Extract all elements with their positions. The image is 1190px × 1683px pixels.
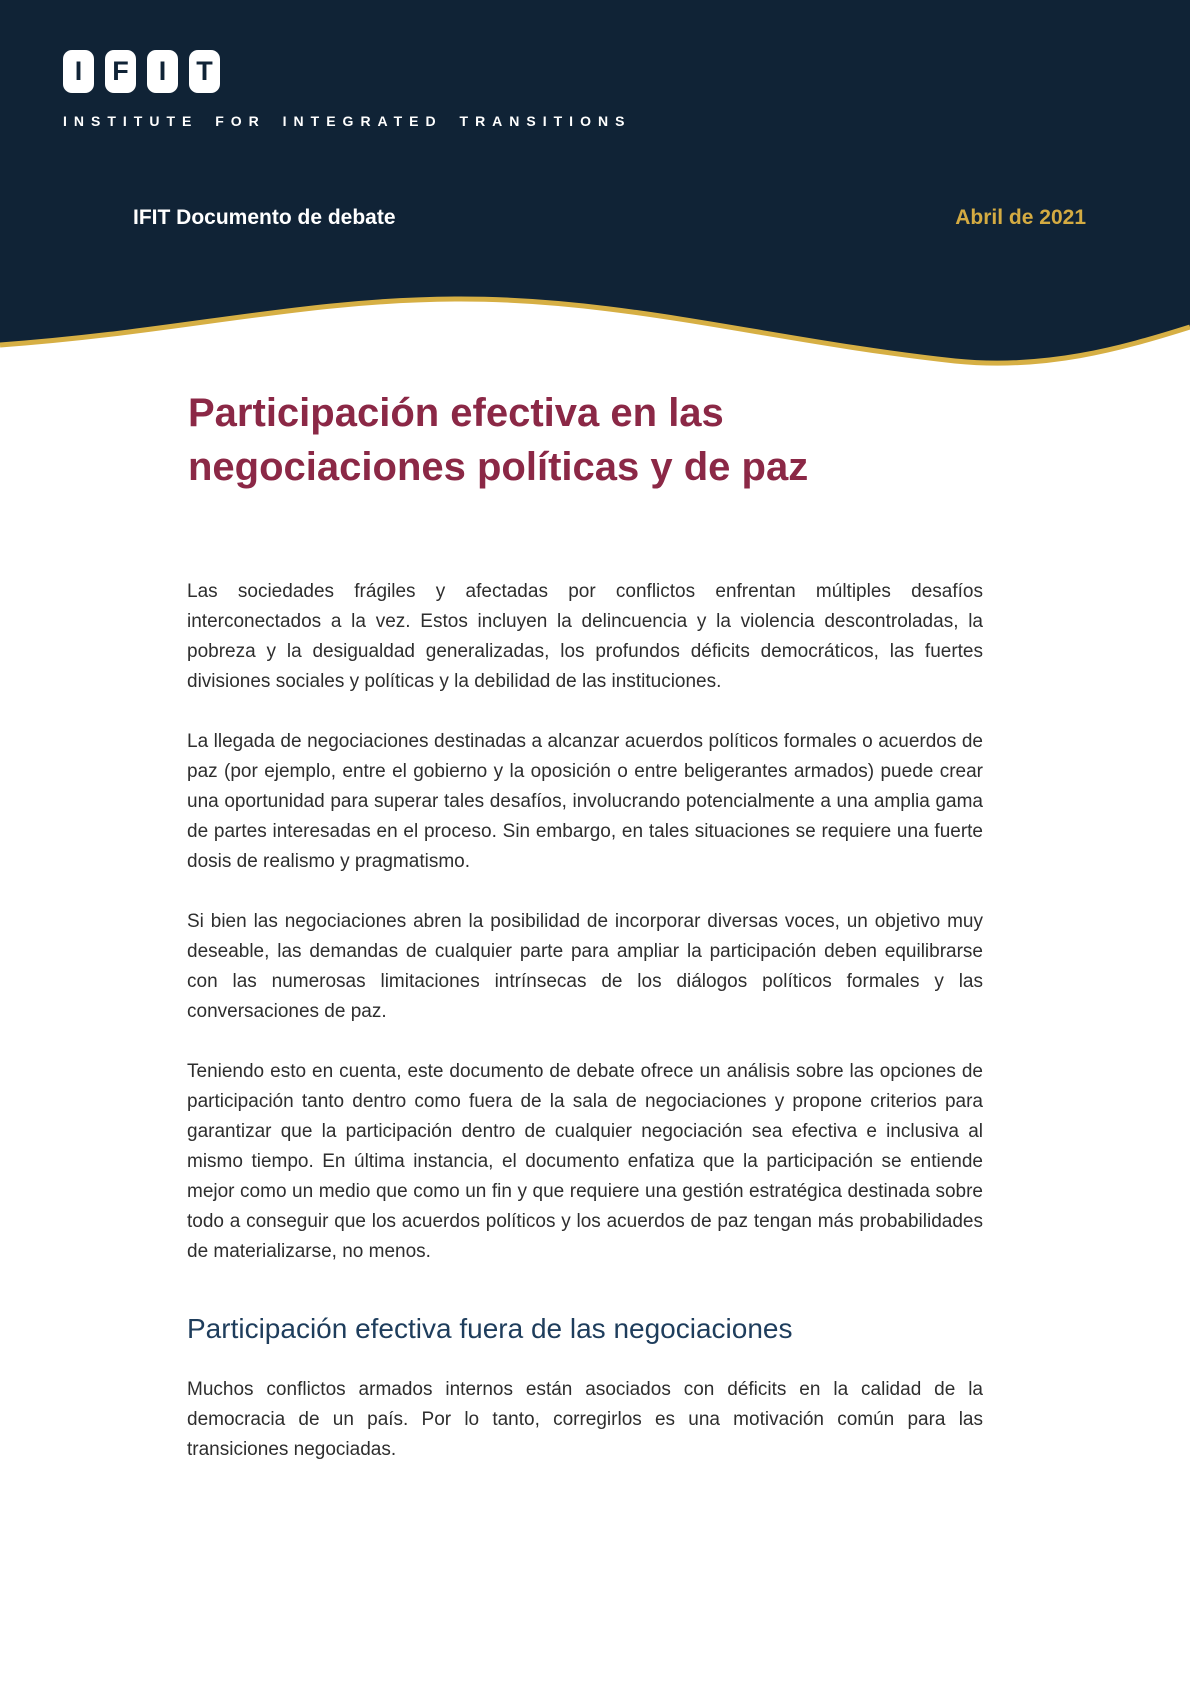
ifit-logo <box>63 50 631 129</box>
document-type-label: IFIT Documento de debate <box>133 206 396 229</box>
section-heading: Participación efectiva fuera de las negociaciones <box>187 1313 793 1344</box>
logo-tile-f: F <box>105 50 136 93</box>
document-body <box>187 577 983 1465</box>
document-title: Participación efectiva en las negociaciones políticas y de paz <box>188 391 809 489</box>
paragraph: Teniendo esto en cuenta, este documento de debate ofrece un análisis sobre las opciones de participación tanto dentro como fuera de la sala de negociaciones y propone criterios para garantizar que la participación dentro de cualquier negociación sea efectiva e inclusiva al mismo tiempo. En última instancia, el documento enfatiza que la participación se entiende mejor como un medio que como un fin y que requiere una gestión estratégica destinada sobre todo a conseguir que los acuerdos políticos y los acuerdos de paz tengan más probabilidades de materializarse, no menos. <box>187 1061 983 1262</box>
paragraph: La llegada de negociaciones destinadas a alcanzar acuerdos políticos formales o acuerdos de paz (por ejemplo, entre el gobierno y la oposición o entre beligerantes armados) puede crear una oportunidad para superar tales desafíos, involucrando potencialmente a una amplia gama de partes interesadas en el proceso. Sin embargo, en tales situaciones se requiere una fuerte dosis de realismo y pragmatismo. <box>187 731 983 872</box>
paragraph: Muchos conflictos armados internos están asociados con déficits en la calidad de la democracia de un país. Por lo tanto, corregirlos es una motivación común para las transiciones negociadas. <box>187 1379 983 1460</box>
logo-tile-i1: I <box>63 50 94 93</box>
paragraph: Las sociedades frágiles y afectadas por conflictos enfrentan múltiples desafíos interconectados a la vez. Estos incluyen la delincuencia y la violencia descontroladas, la pobreza y la desigualdad generalizadas, los profundos déficits democráticos, las fuertes divisiones sociales y políticas y la debilidad de las instituciones. <box>187 581 983 692</box>
ifit-logo-tiles <box>63 50 631 93</box>
paragraph: Si bien las negociaciones abren la posibilidad de incorporar diversas voces, un objetivo muy deseable, las demandas de cualquier parte para ampliar la participación deben equilibrarse con las numerosas limitaciones intrínsecas de los diálogos políticos formales y las conversaciones de paz. <box>187 911 983 1022</box>
header-band <box>133 206 1086 230</box>
document-date: Abril de 2021 <box>955 206 1086 229</box>
logo-tile-t: T <box>189 50 220 93</box>
logo-tile-i2: I <box>147 50 178 93</box>
page-header <box>0 0 1190 372</box>
logo-tagline: INSTITUTE FOR INTEGRATED TRANSITIONS <box>63 113 632 129</box>
